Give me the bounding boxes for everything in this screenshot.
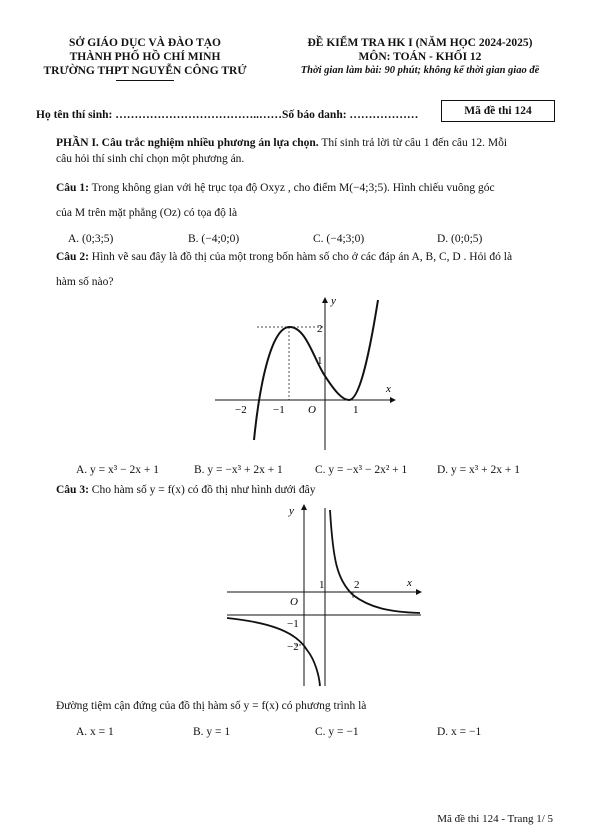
q2-stem2: hàm số nào? [56,276,114,288]
q1-stem2: của M trên mặt phẳng (Oz) có tọa độ là [56,207,238,219]
q2-option-d[interactable]: D. y = x³ + 2x + 1 [437,464,520,476]
q2-y-label: y [331,295,336,307]
exam-header [270,36,570,78]
q2-tick-1x: 1 [353,404,359,416]
q3-tick-m2: −2 [287,641,299,653]
exam-code-box: Mã đề thi 124 [441,100,555,122]
part1-desc1: Thí sinh trả lời từ câu 1 đến câu 12. Mỗi [318,137,508,149]
q2-text [56,249,556,265]
q1-label: Câu 1: [56,182,89,194]
q3-origin: O [290,596,298,608]
exam-title: ĐỀ KIỂM TRA HK I (NĂM HỌC 2024-2025) [307,37,533,49]
q1-option-b[interactable]: B. (−4;0;0) [188,233,240,245]
q3-tick-m1: −1 [287,618,299,630]
q2-option-b[interactable]: B. y = −x³ + 2x + 1 [194,464,283,476]
q2-x-label: x [386,383,391,395]
q3-curve-right [330,510,420,613]
q3-hyperbola-graph [225,500,425,690]
q2-option-c[interactable]: C. y = −x³ − 2x² + 1 [315,464,408,476]
q3-option-a[interactable]: A. x = 1 [76,726,114,738]
header-school: TRƯỜNG THPT NGUYỄN CÔNG TRỨ [43,65,247,77]
part1-instructions [56,135,556,167]
q3-option-b[interactable]: B. y = 1 [193,726,231,738]
exam-subject: MÔN: TOÁN - KHỐI 12 [358,51,482,63]
q2-tick-m2: −2 [235,404,247,416]
q3-option-c[interactable]: C. y = −1 [315,726,359,738]
exam-duration: Thời gian làm bài: 90 phút; không kể thời gian giao đề [300,65,540,76]
q3-stem2: Đường tiệm cận đứng của đồ thị hàm số y = f(x) có phương trình là [56,700,367,712]
q2-tick-m1: −1 [273,404,285,416]
q3-tick-1: 1 [319,579,325,591]
q2-tick-2y: 2 [317,323,323,335]
q1-option-a[interactable]: A. (0;3;5) [68,233,114,245]
q3-x-label: x [407,577,412,589]
q3-y-label: y [289,505,294,517]
q3-stem1: Cho hàm số y = f(x) có đồ thị như hình dưới đây [88,484,316,496]
q1-option-d[interactable]: D. (0;0;5) [437,233,483,245]
header-dept: SỞ GIÁO DỤC VÀ ĐÀO TẠO [69,37,221,49]
q2-curve [254,300,378,440]
q2-cubic-graph [210,290,400,460]
student-info-line: Họ tên thí sinh: ………………………………..……Số báo danh: ……………… [36,109,419,121]
q1-option-c[interactable]: C. (−4;3;0) [313,233,365,245]
q3-text [56,482,556,498]
header-city: THÀNH PHỐ HỒ CHÍ MINH [69,51,221,63]
q2-option-a[interactable]: A. y = x³ − 2x + 1 [76,464,159,476]
q2-tick-1y: 1 [317,355,323,367]
q1-stem1: Trong không gian với hệ trục tọa độ Oxyz , cho điểm M(−4;3;5). Hình chiếu vuông góc [88,182,495,194]
q3-label: Câu 3: [56,484,89,496]
q3-curve-left [227,618,320,686]
q2-label: Câu 2: [56,251,89,263]
header-underline [116,80,174,81]
school-header [30,36,260,81]
part1-desc2: câu hỏi thí sinh chỉ chọn một phương án. [56,153,245,165]
q1-text [56,180,556,196]
q2-origin: O [308,404,316,416]
page-footer: Mã đề thi 124 - Trang 1/ 5 [437,813,553,825]
part1-title: PHẦN I. Câu trắc nghiệm nhiều phương án lựa chọn. [56,137,319,149]
q3-option-d[interactable]: D. x = −1 [437,726,482,738]
q2-stem1: Hình vẽ sau đây là đồ thị của một trong bốn hàm số cho ở các đáp án A, B, C, D . Hỏi đó là [88,251,513,263]
q3-tick-2: 2 [354,579,360,591]
